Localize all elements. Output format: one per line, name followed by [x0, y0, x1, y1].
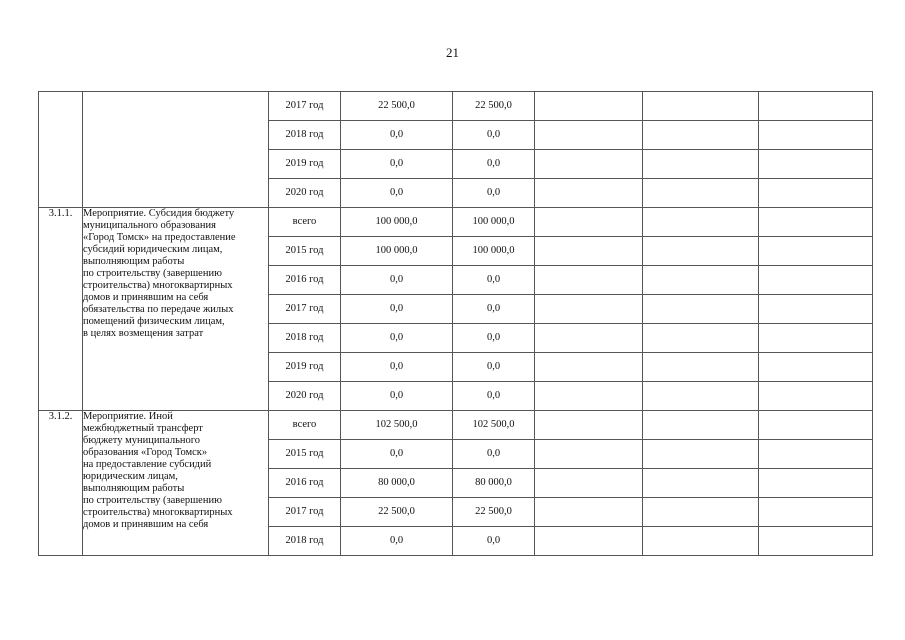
empty-cell	[643, 527, 759, 556]
period-cell: 2020 год	[269, 382, 341, 411]
total-value-cell: 80 000,0	[341, 469, 453, 498]
regional-budget-cell: 100 000,0	[453, 237, 535, 266]
total-value-cell: 0,0	[341, 179, 453, 208]
empty-cell	[643, 440, 759, 469]
empty-cell	[643, 353, 759, 382]
empty-cell	[759, 92, 873, 121]
total-value-cell: 102 500,0	[341, 411, 453, 440]
regional-budget-cell: 100 000,0	[453, 208, 535, 237]
total-value-cell: 0,0	[341, 382, 453, 411]
empty-cell	[535, 498, 643, 527]
period-cell: 2018 год	[269, 527, 341, 556]
empty-cell	[535, 179, 643, 208]
empty-cell	[759, 498, 873, 527]
regional-budget-cell: 80 000,0	[453, 469, 535, 498]
item-name-text: Мероприятие. Субсидия бюджету муниципального образования «Город Томск» на предоставление субсидий юридическим лицам, выполняющим работы по строительству (завершению строительства) многоквартирных домов и принявшим на себя обязательства по передаче жилых помещений физическим лицам, в целях возмещения затрат	[83, 208, 236, 339]
item-name-cell	[83, 411, 269, 556]
empty-cell	[643, 237, 759, 266]
empty-cell	[535, 121, 643, 150]
period-cell: 2017 год	[269, 295, 341, 324]
period-cell: 2018 год	[269, 121, 341, 150]
item-number-cell: 3.1.2.	[39, 411, 83, 556]
regional-budget-cell: 0,0	[453, 121, 535, 150]
item-number-cell: 3.1.1.	[39, 208, 83, 411]
empty-cell	[643, 324, 759, 353]
budget-table	[38, 91, 873, 556]
regional-budget-cell: 0,0	[453, 527, 535, 556]
item-name-cell	[83, 92, 269, 208]
period-cell: 2017 год	[269, 92, 341, 121]
empty-cell	[759, 295, 873, 324]
item-number-cell	[39, 92, 83, 208]
period-cell: всего	[269, 411, 341, 440]
empty-cell	[535, 440, 643, 469]
empty-cell	[643, 92, 759, 121]
page-number: 21	[446, 45, 459, 60]
period-cell: 2015 год	[269, 237, 341, 266]
regional-budget-cell: 0,0	[453, 266, 535, 295]
regional-budget-cell: 22 500,0	[453, 92, 535, 121]
empty-cell	[759, 382, 873, 411]
regional-budget-cell: 0,0	[453, 382, 535, 411]
empty-cell	[535, 295, 643, 324]
regional-budget-cell: 0,0	[453, 179, 535, 208]
table-row	[39, 92, 873, 121]
total-value-cell: 100 000,0	[341, 237, 453, 266]
total-value-cell: 22 500,0	[341, 92, 453, 121]
period-cell: 2016 год	[269, 469, 341, 498]
empty-cell	[535, 527, 643, 556]
empty-cell	[643, 382, 759, 411]
empty-cell	[643, 121, 759, 150]
empty-cell	[535, 382, 643, 411]
period-cell: 2017 год	[269, 498, 341, 527]
empty-cell	[535, 208, 643, 237]
total-value-cell: 0,0	[341, 527, 453, 556]
regional-budget-cell: 22 500,0	[453, 498, 535, 527]
empty-cell	[759, 353, 873, 382]
empty-cell	[759, 527, 873, 556]
period-cell: 2016 год	[269, 266, 341, 295]
total-value-cell: 0,0	[341, 440, 453, 469]
table-row	[39, 411, 873, 440]
empty-cell	[535, 150, 643, 179]
empty-cell	[759, 179, 873, 208]
table-body	[39, 92, 873, 556]
table-row	[39, 208, 873, 237]
total-value-cell: 0,0	[341, 295, 453, 324]
empty-cell	[643, 469, 759, 498]
empty-cell	[759, 121, 873, 150]
empty-cell	[535, 353, 643, 382]
total-value-cell: 22 500,0	[341, 498, 453, 527]
total-value-cell: 100 000,0	[341, 208, 453, 237]
empty-cell	[759, 208, 873, 237]
period-cell: 2019 год	[269, 353, 341, 382]
period-cell: 2015 год	[269, 440, 341, 469]
empty-cell	[535, 92, 643, 121]
regional-budget-cell: 102 500,0	[453, 411, 535, 440]
empty-cell	[759, 150, 873, 179]
empty-cell	[759, 440, 873, 469]
empty-cell	[643, 179, 759, 208]
empty-cell	[643, 295, 759, 324]
empty-cell	[643, 411, 759, 440]
regional-budget-cell: 0,0	[453, 295, 535, 324]
empty-cell	[535, 324, 643, 353]
regional-budget-cell: 0,0	[453, 353, 535, 382]
period-cell: 2020 год	[269, 179, 341, 208]
period-cell: всего	[269, 208, 341, 237]
total-value-cell: 0,0	[341, 266, 453, 295]
total-value-cell: 0,0	[341, 324, 453, 353]
empty-cell	[643, 498, 759, 527]
empty-cell	[535, 237, 643, 266]
empty-cell	[643, 266, 759, 295]
empty-cell	[535, 469, 643, 498]
empty-cell	[535, 411, 643, 440]
item-name-text: Мероприятие. Иной межбюджетный трансферт бюджету муниципального образования «Город Томск» на предоставление субсидий юридическим лицам, выполняющим работы по строительству (завершению строительства) многоквартирных домов и принявшим на себя	[83, 411, 233, 530]
total-value-cell: 0,0	[341, 150, 453, 179]
empty-cell	[759, 324, 873, 353]
empty-cell	[759, 469, 873, 498]
empty-cell	[535, 266, 643, 295]
regional-budget-cell: 0,0	[453, 440, 535, 469]
empty-cell	[643, 208, 759, 237]
empty-cell	[759, 411, 873, 440]
empty-cell	[759, 237, 873, 266]
empty-cell	[643, 150, 759, 179]
total-value-cell: 0,0	[341, 353, 453, 382]
empty-cell	[759, 266, 873, 295]
period-cell: 2019 год	[269, 150, 341, 179]
item-name-cell	[83, 208, 269, 411]
regional-budget-cell: 0,0	[453, 150, 535, 179]
regional-budget-cell: 0,0	[453, 324, 535, 353]
period-cell: 2018 год	[269, 324, 341, 353]
total-value-cell: 0,0	[341, 121, 453, 150]
